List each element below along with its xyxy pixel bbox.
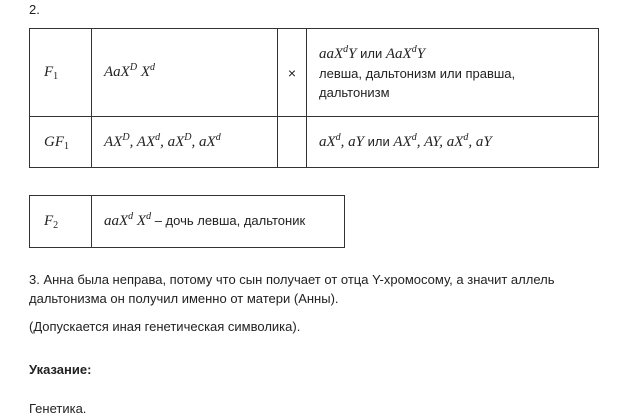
f1-father-genotypes: aaX$^d$Y или AaX$^d$Y — [319, 43, 426, 62]
father-b-gamete: AY — [423, 133, 440, 150]
gf1-label-sub: 1 — [64, 140, 69, 152]
f1-father-cell — [307, 29, 599, 117]
cross-sign: × — [287, 64, 297, 81]
f2-label: F — [44, 213, 54, 229]
section-number: 2. — [29, 2, 40, 17]
f1-mother-genotype: AaX$^D$ $X^d$ — [104, 62, 155, 80]
gf1-label: GF — [44, 133, 64, 150]
f1-father-phenotype-2: дальтонизм — [319, 84, 390, 100]
f1-mother-cell — [92, 29, 278, 117]
father-a-gamete: $aX^d$ — [319, 131, 341, 150]
gf1-father-gametes-cell — [307, 117, 599, 168]
f2-label-sub: 2 — [53, 220, 59, 231]
gf1-father-gametes-a: $aX^d$, aY — [319, 131, 365, 150]
father-b-gamete: $AX^d$ — [393, 131, 417, 150]
instruction-heading: Указание: — [29, 362, 92, 377]
mother-gamete: $aX^D$ — [167, 131, 192, 150]
f2-description: – дочь левша, дальтоник — [151, 213, 306, 228]
answer-paragraph-3: 3. Анна была неправа, потому что сын получает от отца Y-хромосому, а значит аллель дальтонизма он получил именно от матери (Анны). — [29, 272, 555, 306]
gf1-mother-gametes-cell — [92, 117, 278, 168]
table-row-f2 — [30, 196, 345, 248]
gf1-or: или — [367, 133, 390, 149]
table-row-gf1 — [30, 117, 599, 168]
f2-label-cell — [30, 196, 92, 248]
mother-gamete: $AX^d$ — [136, 131, 161, 150]
mother-gamete: $aX^d$ — [199, 131, 221, 150]
f2-genotype: aaX$^d$ $X^d$ — [104, 211, 152, 229]
gf1-mother-gametes: $AX^D$, $AX^d$, $aX^D$, $aX^d$ — [104, 131, 221, 150]
symbolism-note: (Допускается иная генетическая символика). — [29, 319, 301, 334]
father-a-gamete: aY — [348, 133, 365, 150]
gf1-empty-cell — [278, 117, 307, 168]
gf1-father-gametes-b: $AX^d$, AY, $aX^d$, aY — [393, 131, 492, 150]
f1-label: F — [44, 64, 54, 80]
mother-gamete: $AX^D$ — [104, 131, 130, 150]
f2-value-cell — [92, 196, 345, 248]
f1-father-phenotype-1: левша, дальтонизм или правша, — [319, 65, 516, 81]
table-row-f1 — [30, 29, 599, 117]
f1-label-cell — [30, 29, 92, 117]
gf1-label-cell — [30, 117, 92, 168]
cross-table — [29, 28, 599, 168]
f2-table — [29, 195, 345, 248]
topic-text: Генетика. — [29, 401, 87, 416]
father-b-gamete: aY — [475, 133, 492, 150]
cross-cell — [278, 29, 307, 117]
father-b-gamete: $aX^d$ — [446, 131, 469, 150]
f1-label-sub: 1 — [53, 71, 59, 82]
